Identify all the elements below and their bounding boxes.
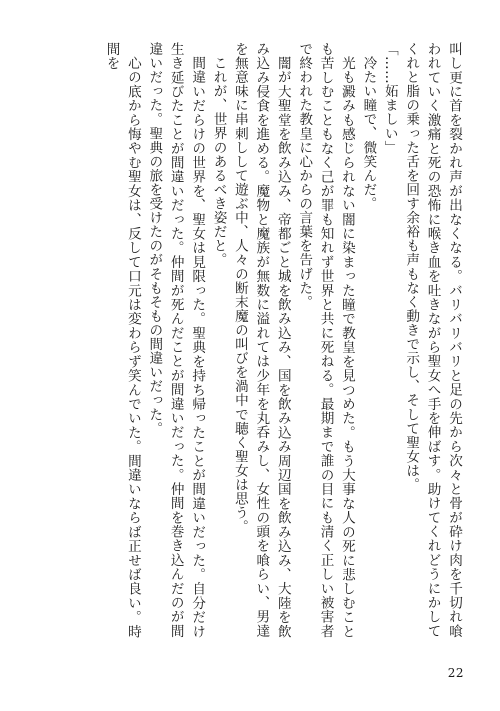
paragraph-6: 間違いだらけの世界を、聖女は見限った。聖典を持ち帰ったことが間違いだった。自分だけ生き延びたことが間違いだった。仲間が死んだことが間違いだった。仲間を巻き込んだのが間違いだった。聖典の旅を受けたのがそもそもの間違いだった。 xyxy=(146,42,206,638)
paragraph-7: 心の底から悔やむ聖女は、反して口元は変わらず笑んでいた。間違いならば正せば良い。時間を xyxy=(103,42,141,638)
paragraph-3: 光も澱みも感じられない闇に染まった瞳で教皇を見つめた。もう大事な人の死に悲しむことも苦しむこともなく己が罪も知れず世界と共に死ねる。最期まで誰の目にも清く正しい被害者で終われた教皇に心からの言葉を告げた。 xyxy=(296,42,355,638)
page-number: 22 xyxy=(447,666,464,680)
paragraph-5: これが、世界のあるべき姿だと。 xyxy=(210,55,227,267)
paragraph-2: 冷たい瞳で、微笑んだ。 xyxy=(360,55,377,211)
dialogue-line: 「……妬ましい」 xyxy=(381,42,398,155)
paragraph-1: 叫し更に首を裂かれ声が出なくなる。バリバリバリと足の先から次々と骨が砕け肉を千切れ喰われていく激痛と死の恐怖に喉き血を吐きながら聖女へ手を伸ばす。助けてくれどうにかしてくれと脂の乗った舌を回す余裕も声もなく動きで示し、そして聖女は。 xyxy=(403,42,462,638)
body-text xyxy=(36,42,464,638)
paragraph-4: 闇が大聖堂を飲み込み、帝都ごと城を飲み込み、国を飲み込み周辺国を飲み込み、大陸を飲み込み侵食を進める。魔物と魔族が無数に溢れては少年を丸呑みし、女性の頭を喰らい、男達を無意味に串刺しして遊ぶ中、人々の断末魔の叫びを渦中で聴く聖女は思う。 xyxy=(231,42,291,638)
